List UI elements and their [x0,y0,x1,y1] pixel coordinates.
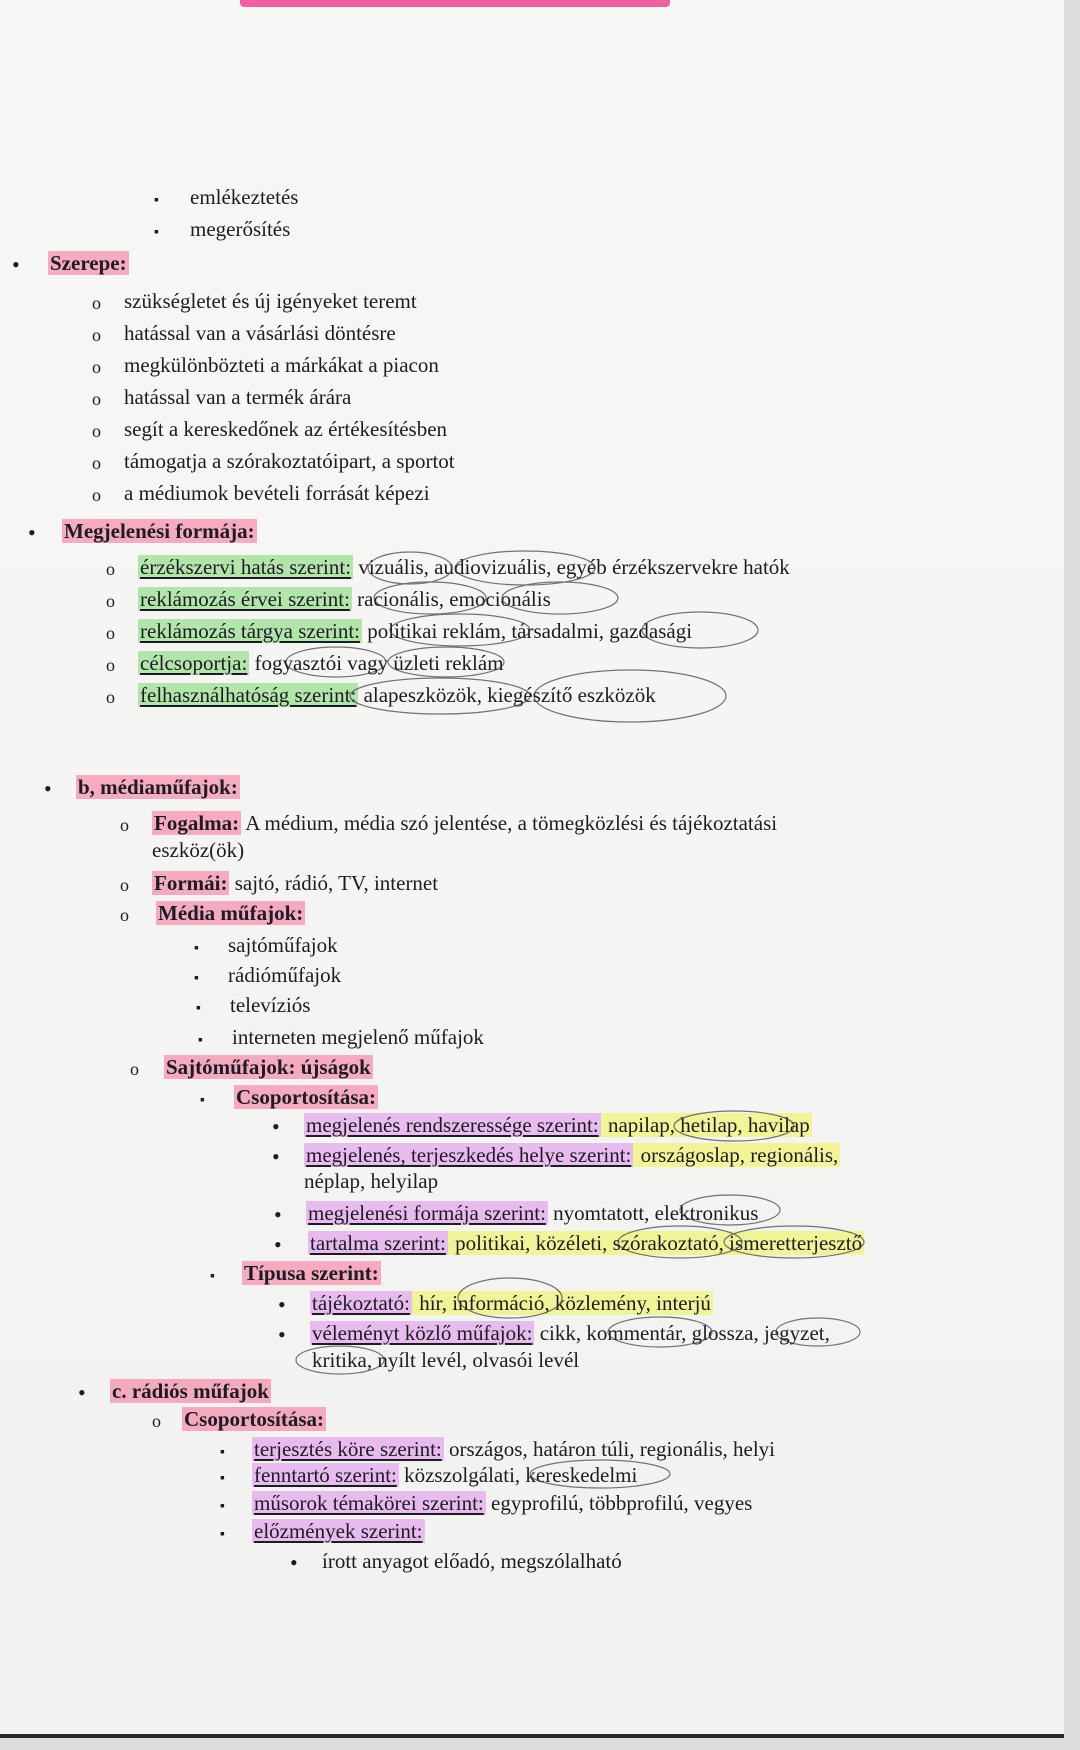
list-item-continuation: eszköz(ök) [152,838,245,862]
item-label: reklámozás érvei szerint: [140,587,350,611]
item-label: megjelenés, terjeszkedés helye szerint: [306,1143,632,1167]
item-value: napilap, hetilap, havilap [602,1113,810,1137]
item-label: reklámozás tárgya szerint: [140,619,361,643]
heading-text: Szerepe: [50,251,127,275]
dot-bullet [278,1292,286,1320]
dot-bullet [290,1550,298,1578]
item-label: előzmények szerint: [254,1519,423,1543]
list-item: sajtóműfajok [228,933,338,957]
top-pink-edge [240,0,670,7]
dot-bullet [278,1322,286,1350]
item-value: alapeszközök, kiegészítő eszközök [358,683,656,707]
item-label: fenntartó szerint: [254,1463,397,1487]
item-value: politikai, közéleti, szórakoztató, ismeretterjesztő [449,1231,863,1255]
list-item [138,682,656,708]
item-value: vizuális, audiovizuális, egyéb érzékszervekre hatók [353,555,790,579]
list-item [164,1054,373,1080]
circle-bullet [92,450,101,477]
dot-bullet [272,1144,280,1172]
item-label: Sajtóműfajok: újságok [166,1055,371,1079]
list-item: hatással van a vásárlási döntésre [124,321,396,345]
list-item: a médiumok bevételi forrását képezi [124,481,430,505]
item-label: tartalma szerint: [310,1231,446,1255]
square-bullet [220,1492,225,1520]
item-label: Média műfajok: [158,901,304,925]
item-value: nyomtatott, elektronikus [547,1201,759,1225]
circle-bullet [106,684,115,711]
circle-bullet [92,418,101,445]
item-label: Fogalma: [154,811,240,835]
heading-text: Megjelenési formája: [64,519,255,543]
dot-bullet [78,1380,86,1408]
list-item: megerősítés [190,217,291,241]
circle-bullet [152,1408,161,1435]
section-heading [110,1378,271,1404]
circle-bullet [120,902,129,929]
list-item [304,1112,812,1138]
list-item [234,1084,378,1110]
item-label: Típusa szerint: [244,1261,379,1285]
dot-bullet [272,1114,280,1142]
circle-bullet [92,354,101,381]
item-value: közszolgálati, kereskedelmi [398,1463,638,1487]
list-item [138,554,790,580]
square-bullet [194,964,199,992]
item-label: tájékoztató: [312,1291,410,1315]
list-item: interneten megjelenő műfajok [232,1025,484,1049]
item-label: érzékszervi hatás szerint: [140,555,352,579]
list-item [304,1142,840,1168]
square-bullet [220,1520,225,1548]
square-bullet [220,1438,225,1466]
circle-bullet [92,322,101,349]
circle-bullet [130,1056,139,1083]
list-item: támogatja a szórakoztatóipart, a sportot [124,449,455,473]
list-item [182,1406,326,1432]
item-label: megjelenés rendszeressége szerint: [306,1113,599,1137]
item-label: Csoportosítása: [236,1085,376,1109]
square-bullet [220,1464,225,1492]
item-label: Formái: [154,871,228,895]
list-item [152,810,777,836]
list-item: megkülönbözteti a márkákat a piacon [124,353,439,377]
list-item: segít a kereskedőnek az értékesítésben [124,417,448,441]
item-label: megjelenési formája szerint: [308,1201,546,1225]
list-item [306,1200,758,1226]
item-label: felhasználhatóság szerint: [140,683,357,707]
item-label: célcsoportja: [140,651,248,675]
list-item [156,900,305,926]
item-value: egyprofilú, többprofilú, vegyes [485,1491,753,1515]
list-item [308,1230,864,1256]
list-item: televíziós [230,993,311,1017]
item-value: A médium, média szó jelentése, a tömegközlési és tájékoztatási [241,811,778,835]
list-item [252,1490,752,1516]
circle-bullet [120,872,129,899]
item-value: fogyasztói vagy üzleti reklám [249,651,504,675]
circle-bullet [92,386,101,413]
dot-bullet [274,1202,282,1230]
list-item-continuation: kritika, nyílt levél, olvasói levél [312,1348,580,1372]
section-heading [76,774,240,800]
list-item [138,618,692,644]
circle-bullet [92,482,101,509]
item-value: cikk, kommentár, glossza, jegyzet, [534,1321,830,1345]
list-item-continuation: néplap, helyilap [304,1169,439,1193]
section-heading [62,518,257,544]
square-bullet [210,1262,215,1290]
square-bullet [198,1026,203,1054]
item-label: véleményt közlő műfajok: [312,1321,533,1345]
square-bullet [200,1086,205,1114]
list-item [310,1290,713,1316]
square-bullet [194,934,199,962]
item-label: műsorok témakörei szerint: [254,1491,484,1515]
dot-bullet [28,520,36,548]
list-item: hatással van a termék árára [124,385,352,409]
list-item [242,1260,381,1286]
circle-bullet [120,812,129,839]
list-item [152,870,438,896]
dot-bullet [12,252,20,280]
item-value: országoslap, regionális, [635,1143,839,1167]
list-item [252,1436,775,1462]
circle-bullet [106,588,115,615]
list-item [252,1462,637,1488]
dot-bullet [44,776,52,804]
item-value: sajtó, rádió, TV, internet [229,871,439,895]
list-item: rádióműfajok [228,963,342,987]
square-bullet [196,994,201,1022]
list-item [138,586,551,612]
circle-bullet [106,556,115,583]
circle-bullet [106,620,115,647]
circle-bullet [92,290,101,317]
list-item [138,650,504,676]
item-value: országos, határon túli, regionális, helyi [443,1437,776,1461]
list-item: emlékeztetés [190,185,299,209]
list-item: szükségletet és új igényeket teremt [124,289,417,313]
square-bullet [154,218,159,246]
item-value: racionális, emocionális [351,587,551,611]
item-label: Csoportosítása: [184,1407,324,1431]
list-item: írott anyagot előadó, megszólalható [322,1549,622,1573]
heading-text: b, médiaműfajok: [78,775,238,799]
list-item [252,1518,425,1544]
section-heading [48,250,129,276]
dot-bullet [274,1232,282,1260]
square-bullet [154,186,159,214]
item-label: terjesztés köre szerint: [254,1437,442,1461]
item-value: hír, információ, közlemény, interjú [413,1291,711,1315]
heading-text: c. rádiós műfajok [112,1379,269,1403]
list-item [310,1320,830,1346]
circle-bullet [106,652,115,679]
bottom-dark-edge [0,1734,1064,1738]
item-value: politikai reklám, társadalmi, gazdasági [362,619,693,643]
